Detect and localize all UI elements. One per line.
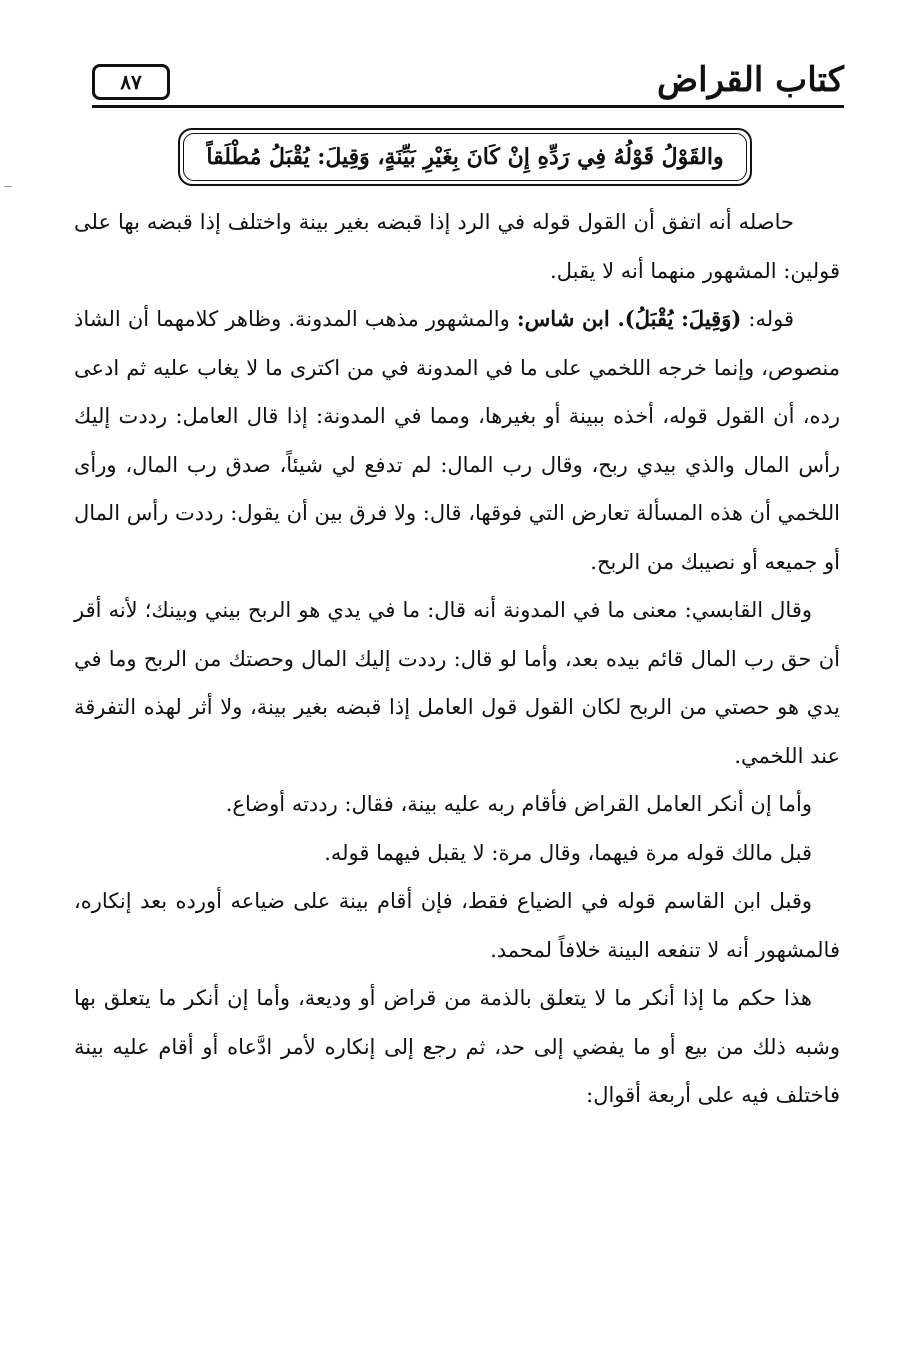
- page-header: [92, 58, 844, 116]
- paragraph-text: والمشهور مذهب المدونة. وظاهر كلامهما أن الشاذ منصوص، وإنما خرجه اللخمي على ما في المدونة في من اكترى ما لا يغاب عليه ثم ادعى رده، أن القول قوله، أخذه ببينة أو بغيرها، ومما في المدونة: إذا قال العامل: رددت إليك رأس المال والذي بيدي ربح، وقال رب المال: لم تدفع لي شيئاً، صدق رب المال، ورأى اللخمي أن هذه المسألة تعارض التي فوقها، قال: ولا فرق بين أن يقول: رددت رأس المال أو جميعه أو نصيبك من الربح.: [74, 307, 840, 574]
- paragraph-2: [74, 295, 840, 586]
- matn-quote: (وَقِيلَ: يُقْبَلُ).: [617, 306, 742, 331]
- paragraph-7: [74, 974, 840, 1120]
- paragraph-text: وأما إن أنكر العامل القراض فأقام ربه عليه بينة، فقال: رددته أوضاع.: [225, 792, 812, 816]
- book-title: كتاب القراض: [657, 60, 844, 100]
- paragraph-5: [74, 829, 840, 878]
- paragraph-prefix: قوله:: [741, 307, 795, 331]
- paragraph-6: [74, 877, 840, 974]
- header-rule: [92, 105, 844, 108]
- commentary-body: [74, 198, 840, 1120]
- matn-box: [178, 128, 752, 186]
- paragraph-text: حاصله أنه اتفق أن القول قوله في الرد إذا قبضه بغير بينة واختلف إذا قبضه بها على قولين: المشهور منهما أنه لا يقبل.: [74, 210, 840, 283]
- paragraph-1: [74, 198, 840, 295]
- margin-mark: [4, 186, 12, 187]
- paragraph-text: هذا حكم ما إذا أنكر ما لا يتعلق بالذمة من قراض أو وديعة، وأما إن أنكر ما يتعلق بها وشبه ذلك من بيع أو ما يفضي إلى حد، ثم رجع إلى إنكاره لأمر ادَّعاه أو أقام عليه بينة فاختلف فيه على أربعة أقوال:: [74, 986, 840, 1107]
- paragraph-4: [74, 780, 840, 829]
- paragraph-3: [74, 586, 840, 780]
- matn-text: والقَوْلُ قَوْلُهُ فِي رَدِّهِ إِنْ كَانَ بِغَيْرِ بَيِّنَةٍ، وَقِيلَ: يُقْبَلُ مُطْلَقاً: [206, 144, 724, 170]
- cited-author: ابن شاس:: [516, 306, 618, 331]
- paragraph-text: وقال القابسي: معنى ما في المدونة أنه قال: ما في يدي هو الربح بيني وبينك؛ لأنه أقر أن حق رب المال قائم بيده بعد، وأما لو قال: رددت إليك المال وحصتك من الربح وما في يدي هو حصتي من الربح لكان القول قول العامل إذا قبضه بغير بينة، ولا أثر لهذه التفرقة عند اللخمي.: [74, 598, 840, 768]
- paragraph-text: قبل مالك قوله مرة فيهما، وقال مرة: لا يقبل فيهما قوله.: [324, 840, 812, 865]
- page-number: ٨٧: [120, 70, 142, 94]
- page-number-box: [92, 64, 170, 100]
- paragraph-text: وقبل ابن القاسم قوله في الضياع فقط، فإن أقام بينة على ضياعه أورده بعد إنكاره، فالمشهور أنه لا تنفعه البينة خلافاً لمحمد.: [74, 889, 840, 962]
